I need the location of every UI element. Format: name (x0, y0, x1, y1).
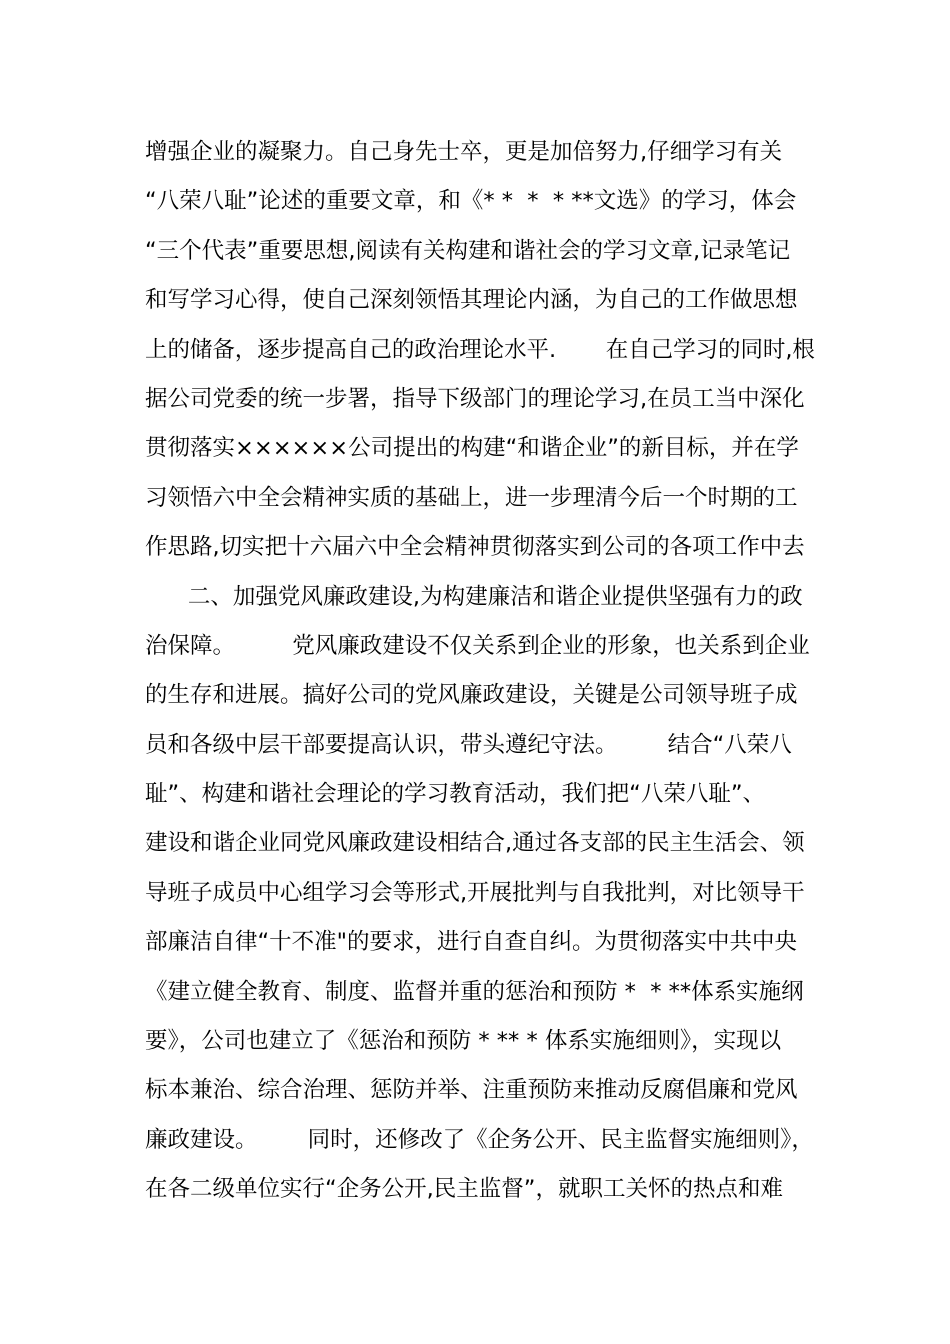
text-line: 的生存和进展。搞好公司的党风廉政建设，关键是公司领导班子成 (145, 682, 798, 709)
text-line: 要》，公司也建立了《惩治和预防 * ** * 体系实施细则》，实现以 (145, 1028, 782, 1055)
text-line: 标本兼治、综合治理、惩防并举、注重预防来推动反腐倡廉和党风 (145, 1077, 798, 1104)
text-line: 耻”、构建和谐社会理论的学习教育活动，我们把“八荣八耻”、 (145, 781, 765, 808)
text-line: 《建立健全教育、制度、监督并重的惩治和预防 * * **体系实施纲 (145, 978, 804, 1005)
text-line: 增强企业的凝聚力。自己身先士卒，更是加倍努力,仔细学习有关 (145, 139, 783, 165)
text-line: 部廉洁自律“十不准"的要求，进行自查自纠。为贯彻落实中共中央 (145, 929, 798, 956)
text-line: 和写学习心得，使自己深刻领悟其理论内涵，为自己的工作做思想 (145, 287, 798, 314)
text-line: 建设和谐企业同党风廉政建设相结合,通过各支部的民主生活会、领 (145, 830, 805, 857)
text-line: 贯彻落实××××××公司提出的构建“和谐企业”的新目标，并在学 (145, 435, 799, 462)
text-line: 习领悟六中全会精神实质的基础上，进一步理清今后一个时期的工 (145, 484, 798, 511)
text-line: 员和各级中层干部要提高认识，带头遵纪守法。 结合“八荣八 (145, 731, 792, 758)
text-line: 导班子成员中心组学习会等形式,开展批判与自我批判，对比领导干 (145, 879, 805, 906)
text-line: 治保障。 党风廉政建设不仅关系到企业的形象，也关系到企业 (145, 632, 810, 659)
text-line: 作思路,切实把十六届六中全会精神贯彻落实到公司的各项工作中去 (145, 534, 805, 561)
text-line: “三个代表”重要思想,阅读有关构建和谐社会的学习文章,记录笔记 (145, 237, 791, 264)
section-heading-line: 二、加强党风廉政建设,为构建廉洁和谐企业提供坚强有力的政 (145, 583, 803, 610)
text-line: 在各二级单位实行“企务公开,民主监督”，就职工关怀的热点和难 (145, 1176, 783, 1203)
text-line: 上的储备，逐步提高自己的政治理论水平. 在自己学习的同时,根 (145, 336, 815, 363)
text-line: “八荣八耻”论述的重要文章，和《* * * * **文选》的学习，体会 (145, 188, 797, 215)
text-line: 据公司党委的统一步署，指导下级部门的理论学习,在员工当中深化 (145, 385, 805, 412)
body-text (145, 128, 815, 1215)
text-line: 廉政建设。 同时，还修改了《企务公开、民主监督实施细则》， (145, 1126, 814, 1153)
